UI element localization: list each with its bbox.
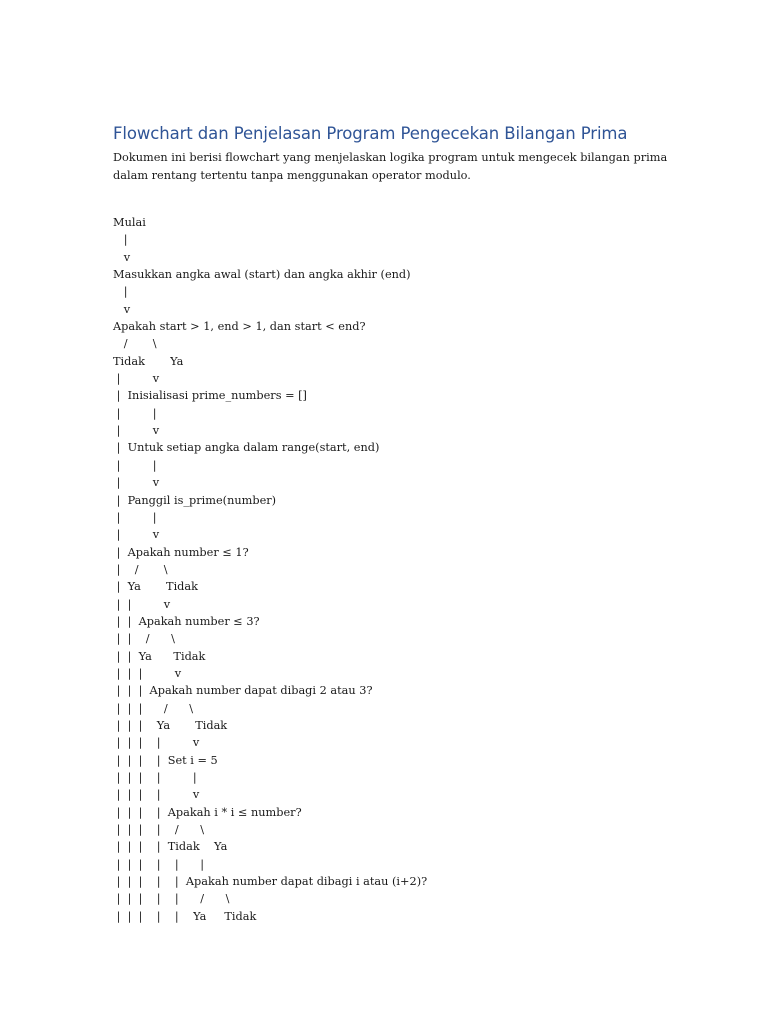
flowchart-line: | | bbox=[113, 406, 157, 420]
flowchart-line: | Panggil is_prime(number) bbox=[113, 493, 277, 507]
intro-paragraph bbox=[113, 149, 668, 184]
flowchart-line: | | Ya Tidak bbox=[113, 649, 206, 663]
intro-line: dalam rentang tertentu tanpa menggunakan operator modulo. bbox=[113, 168, 471, 182]
flowchart-line: | | | | v bbox=[113, 788, 200, 802]
flowchart-line: | | | Ya Tidak bbox=[113, 718, 228, 732]
document-title: Flowchart dan Penjelasan Program Pengecekan Bilangan Prima bbox=[113, 124, 628, 143]
flowchart-line: | | / \ bbox=[113, 632, 175, 646]
flowchart-line: | v bbox=[113, 372, 160, 386]
flowchart-line: | | | | Set i = 5 bbox=[113, 753, 218, 767]
flowchart-line: | | v bbox=[113, 597, 171, 611]
flowchart-line: | | bbox=[113, 510, 157, 524]
flowchart-line: Masukkan angka awal (start) dan angka akhir (end) bbox=[113, 268, 411, 282]
flowchart-line: | Inisialisasi prime_numbers = [] bbox=[113, 389, 307, 403]
flowchart-line: v bbox=[113, 302, 131, 316]
flowchart-line: | | bbox=[113, 458, 157, 472]
flowchart-line: | | | | | / \ bbox=[113, 892, 230, 906]
flowchart-line: | | | | | | bbox=[113, 857, 205, 871]
flowchart-line: | | | | Tidak Ya bbox=[113, 840, 228, 854]
flowchart-line: | | | | / \ bbox=[113, 823, 205, 837]
flowchart-line: | | | | | Ya Tidak bbox=[113, 909, 257, 923]
flowchart-line: Tidak Ya bbox=[113, 354, 184, 368]
flowchart-line: | bbox=[113, 285, 128, 299]
flowchart-line: | v bbox=[113, 528, 160, 542]
flowchart-line: / \ bbox=[113, 337, 157, 351]
flowchart-line: Apakah start > 1, end > 1, dan start < end? bbox=[113, 320, 366, 334]
flowchart-line: Mulai bbox=[113, 216, 146, 229]
flowchart-line: | | | | | Apakah number dapat dibagi i atau (i+2)? bbox=[113, 875, 428, 889]
intro-line: Dokumen ini berisi flowchart yang menjelaskan logika program untuk mengecek bilangan prima bbox=[113, 151, 668, 164]
flowchart-line: | | Apakah number ≤ 3? bbox=[113, 614, 260, 628]
flowchart-line: | Untuk setiap angka dalam range(start, end) bbox=[113, 441, 380, 455]
flowchart-line: | v bbox=[113, 476, 160, 490]
text-flowchart bbox=[113, 214, 673, 925]
flowchart-line: | | | | | bbox=[113, 771, 197, 784]
flowchart-line: v bbox=[113, 250, 131, 264]
flowchart-line: | | | v bbox=[113, 666, 182, 680]
flowchart-line: | / \ bbox=[113, 562, 168, 576]
flowchart-line: | | | Apakah number dapat dibagi 2 atau 3? bbox=[113, 684, 373, 698]
flowchart-line: | | | | v bbox=[113, 736, 200, 750]
flowchart-line: | bbox=[113, 233, 128, 247]
flowchart-line: | v bbox=[113, 424, 160, 438]
flowchart-line: | Ya Tidak bbox=[113, 580, 198, 594]
flowchart-line: | | | | Apakah i * i ≤ number? bbox=[113, 805, 302, 819]
flowchart-line: | Apakah number ≤ 1? bbox=[113, 545, 249, 559]
flowchart-line: | | | / \ bbox=[113, 701, 194, 715]
